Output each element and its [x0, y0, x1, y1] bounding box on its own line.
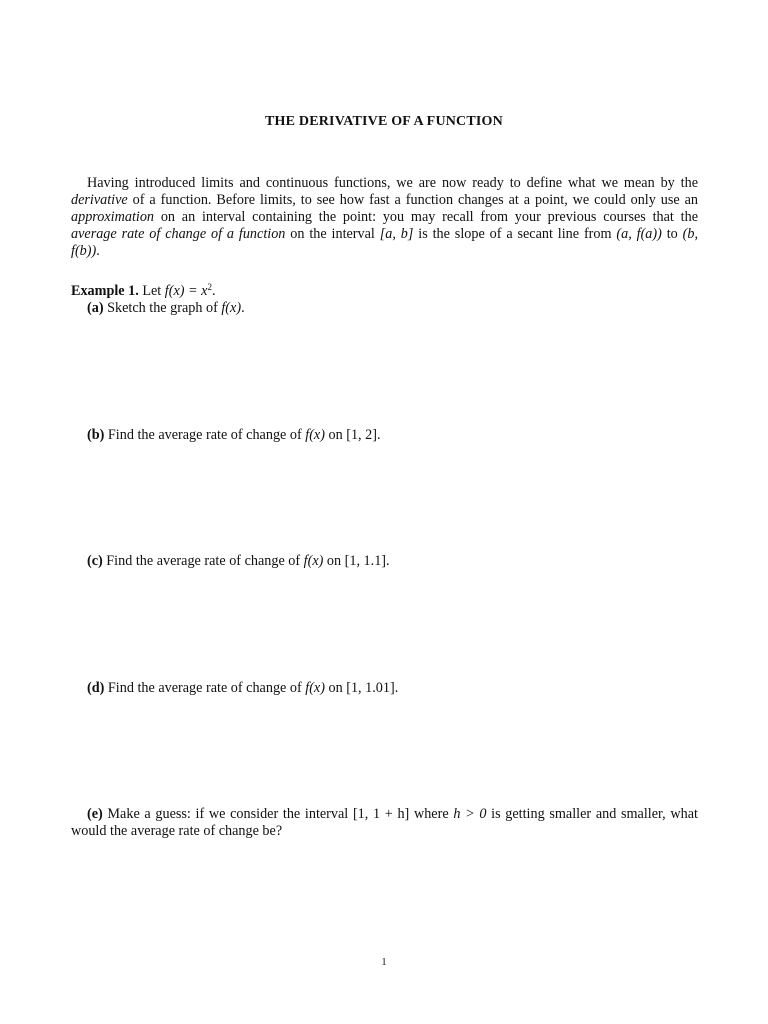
- page-title: THE DERIVATIVE OF A FUNCTION: [265, 114, 503, 129]
- example-text: Let: [142, 283, 165, 299]
- intro-text-7: .: [96, 243, 100, 259]
- part-a-text: Sketch the graph of: [103, 300, 222, 316]
- term-approximation: approximation: [71, 209, 155, 225]
- part-e: [71, 806, 698, 840]
- part-b-label: (b): [87, 427, 105, 443]
- intro-text-2: of a function. Before limits, to see how fast a function changes at a point, we could only use an: [127, 192, 698, 208]
- term-average-rate: average rate of change of a function: [71, 226, 286, 242]
- example-label: Example 1.: [71, 283, 139, 299]
- page-number: 1: [381, 957, 387, 968]
- part-b-math: f(x): [305, 427, 325, 443]
- part-c: [87, 553, 390, 570]
- part-b-text: Find the average rate of change of: [104, 427, 306, 443]
- intro-text-5: is the slope of a secant line from: [413, 226, 617, 242]
- part-a: [87, 300, 245, 317]
- intro-text-4: on the interval: [285, 226, 380, 242]
- part-e-text-2: where: [409, 806, 454, 822]
- example-heading: [71, 283, 216, 300]
- intro-text-6: to: [661, 226, 683, 242]
- part-d-on: on: [324, 680, 347, 696]
- part-e-interval: [1, 1 + h]: [352, 806, 410, 822]
- part-c-math: f(x): [303, 553, 324, 569]
- part-b-period: .: [376, 427, 381, 443]
- part-b: [87, 427, 381, 444]
- part-d-math: f(x): [305, 680, 325, 696]
- part-d-text: Find the average rate of change of: [104, 680, 306, 696]
- part-e-label: (e): [87, 806, 103, 822]
- function-exponent: 2: [207, 282, 212, 292]
- intro-text-1: Having introduced limits and continuous functions, we are now ready to define what we mean by the: [87, 175, 698, 191]
- interval-a-b: [a, b]: [379, 226, 414, 242]
- example-period: .: [211, 283, 216, 299]
- part-d: [87, 680, 398, 697]
- part-b-interval: [1, 2]: [346, 427, 377, 443]
- intro-text-3: on an interval containing the point: you may recall from your previous courses that the: [154, 209, 698, 225]
- part-e-text-3: is getting smaller and smaller, what would the average rate of change be?: [71, 806, 698, 839]
- part-e-condition: h > 0: [453, 806, 487, 822]
- part-a-label: (a): [87, 300, 104, 316]
- function-definition: f(x) = x: [164, 283, 208, 299]
- point-a-fa: (a, f(a)): [616, 226, 662, 242]
- part-c-interval: [1, 1.1]: [344, 553, 387, 569]
- part-e-text-1: Make a guess: if we consider the interval: [102, 806, 353, 822]
- part-d-label: (d): [87, 680, 105, 696]
- part-c-label: (c): [87, 553, 103, 569]
- part-a-period: .: [241, 300, 245, 316]
- part-d-interval: [1, 1.01]: [346, 680, 395, 696]
- part-d-period: .: [394, 680, 399, 696]
- part-c-on: on: [323, 553, 345, 569]
- intro-paragraph: [71, 175, 698, 260]
- point-b-fb: (b, f(b)): [71, 226, 699, 259]
- part-a-math: f(x): [221, 300, 242, 316]
- part-c-text: Find the average rate of change of: [102, 553, 304, 569]
- term-derivative: derivative: [71, 192, 128, 208]
- part-c-period: .: [386, 553, 390, 569]
- part-b-on: on: [324, 427, 347, 443]
